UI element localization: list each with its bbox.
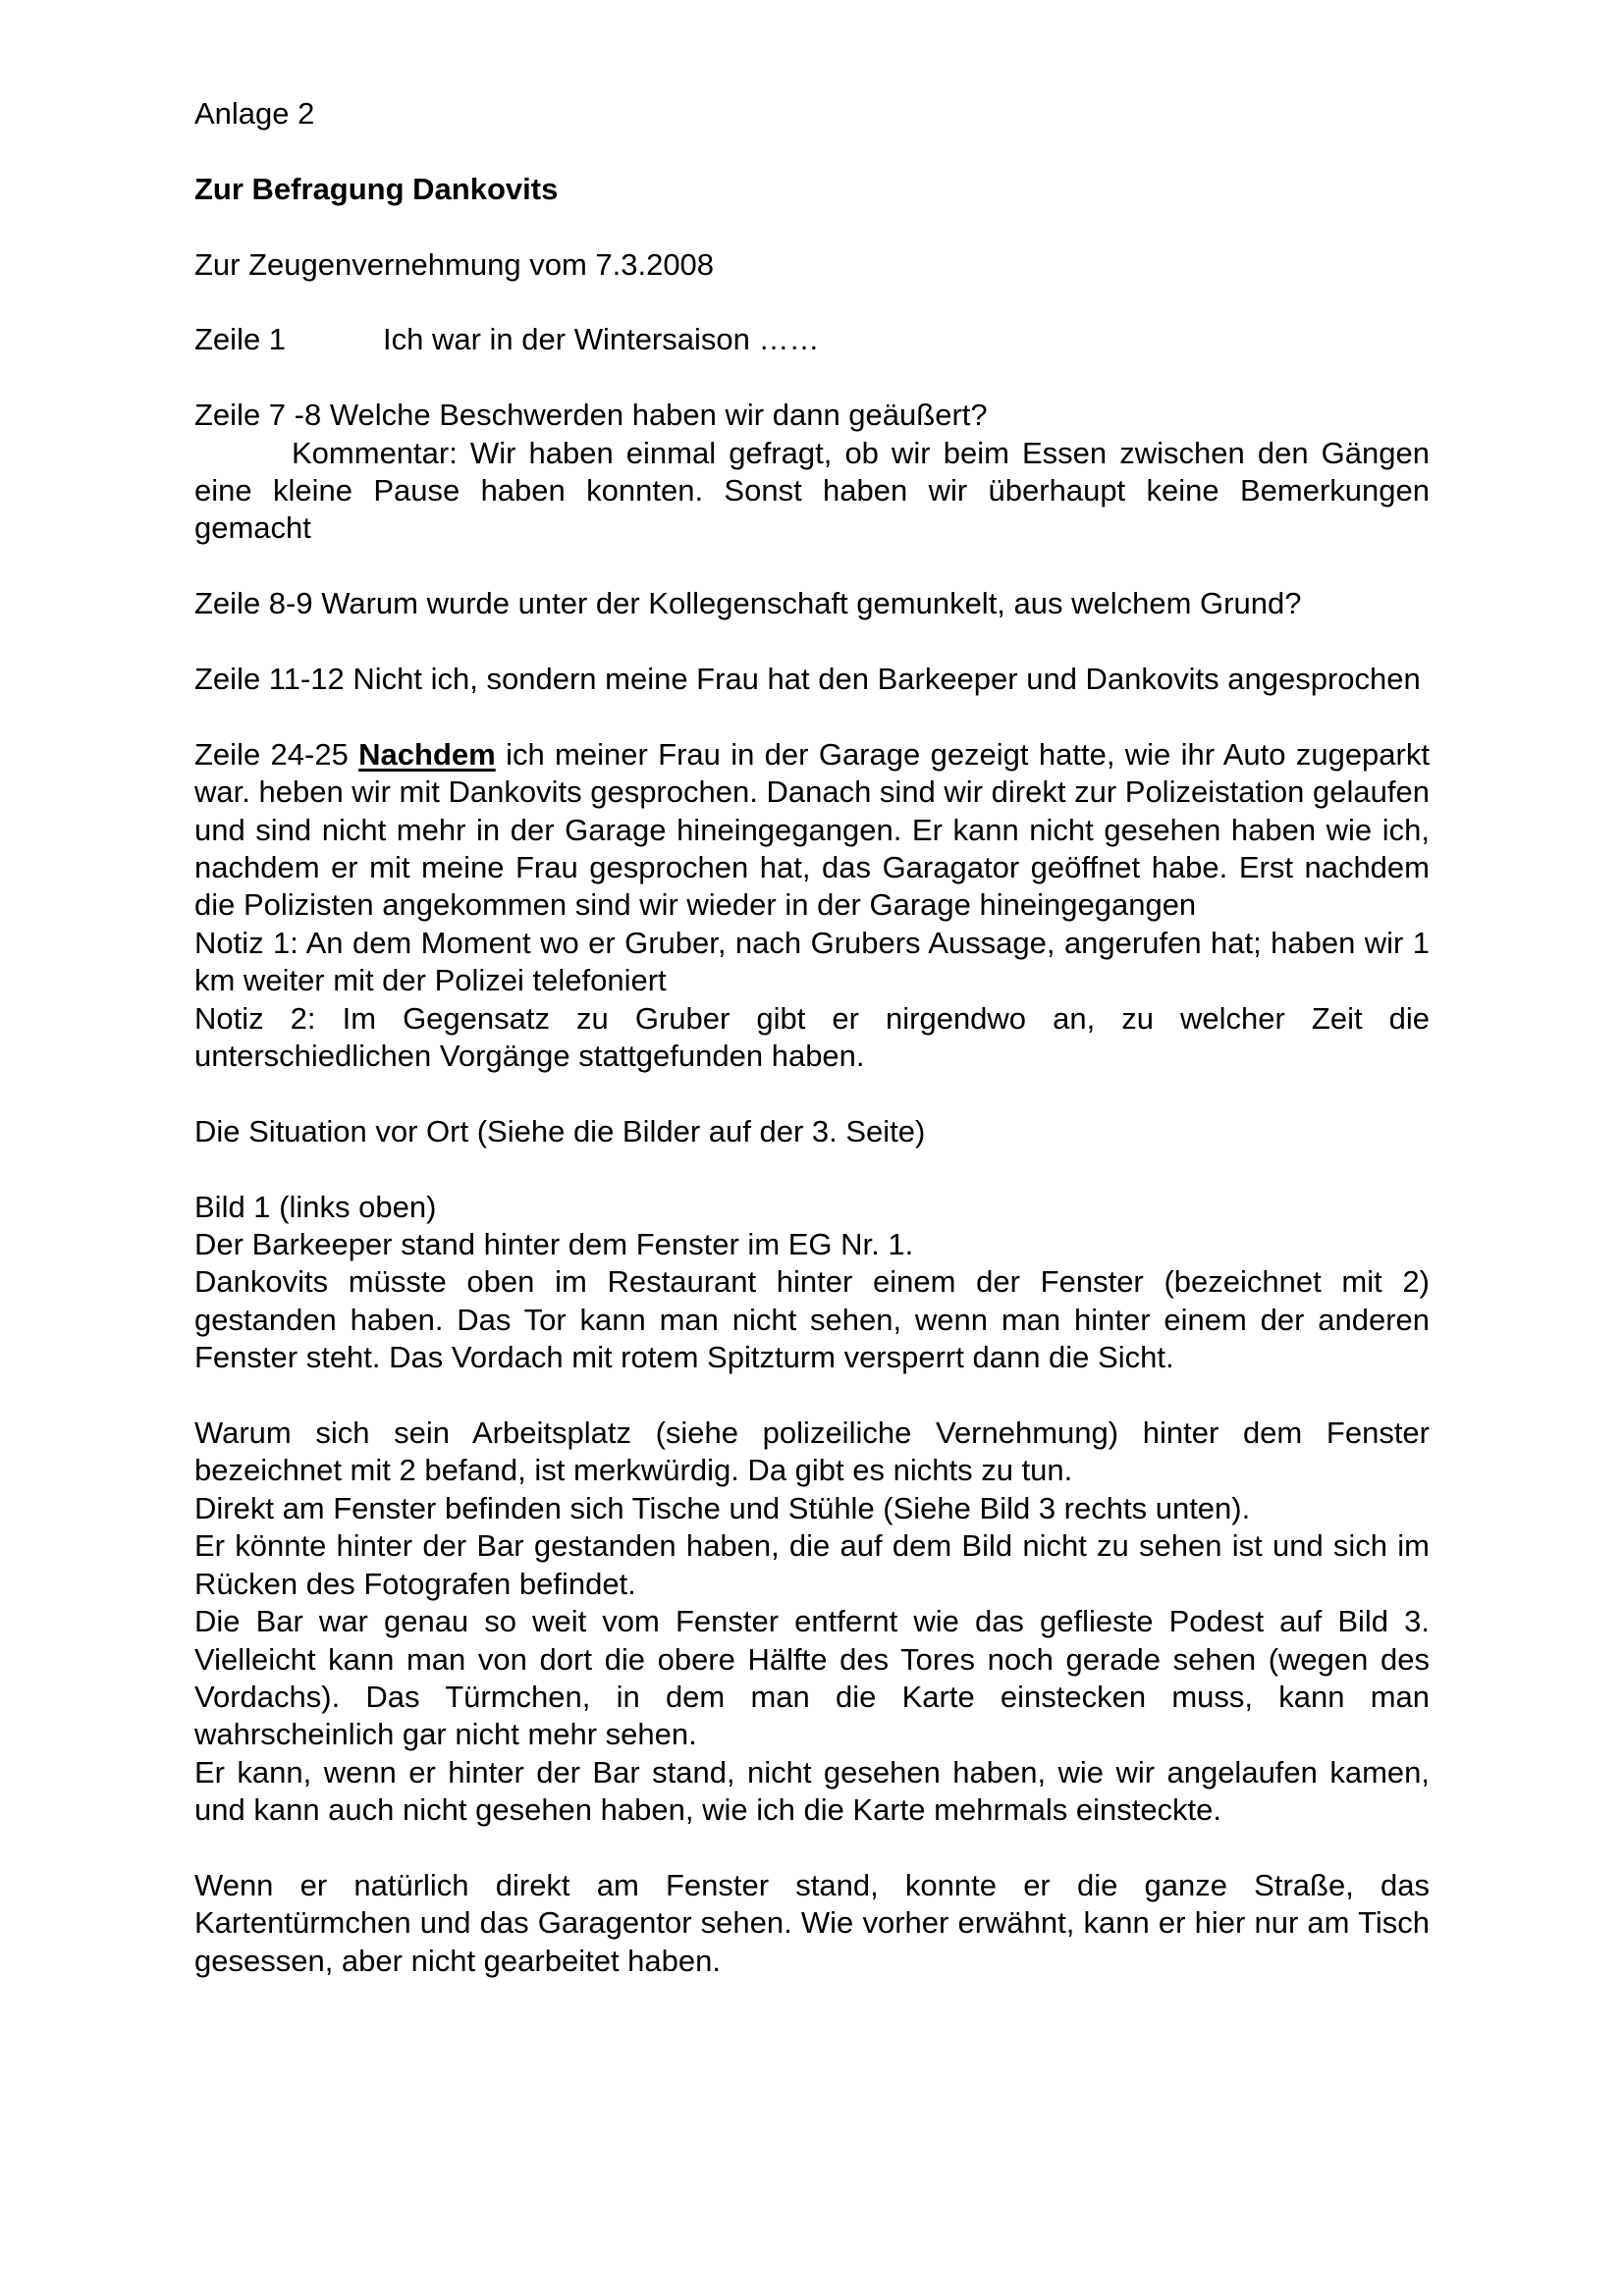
blank-line <box>194 284 1430 321</box>
analysis-paragraph-4: Die Bar war genau so weit vom Fenster entfernt wie das geflieste Podest auf Bild 3. Vielleicht kann man von dort die obere Hälfte des Tores noch gerade sehen (wegen des Vordachs). Das Türmchen, in dem man die Karte einstecken muss, kann man wahrscheinlich gar nicht mehr sehen. <box>194 1604 1430 1752</box>
zeile-7-8-question: Zeile 7 -8 Welche Beschwerden haben wir dann geäußert? <box>194 398 988 433</box>
zeile-24-25-label: Zeile 24-25 <box>194 736 349 772</box>
zeile-11-12-entry: Zeile 11-12 Nicht ich, sondern meine Frau hat den Barkeeper und Dankovits angesprochen <box>194 662 1421 696</box>
situation-heading: Die Situation vor Ort (Siehe die Bilder auf der 3. Seite) <box>194 1113 926 1148</box>
annex-label: Anlage 2 <box>194 96 315 131</box>
emphasized-word: Nachdem <box>358 736 496 772</box>
document-page <box>194 95 1430 1980</box>
blank-line <box>194 1377 1430 1415</box>
conclusion-paragraph: Wenn er natürlich direkt am Fenster stand, konnte er die ganze Straße, das Kartentürmchen und das Garagentor sehen. Wie vorher erwähnt, kann er hier nur am Tisch gesessen, aber nicht gearbeitet haben. <box>194 1867 1430 1978</box>
analysis-paragraph-3: Er könnte hinter der Bar gestanden haben, die auf dem Bild nicht zu sehen ist und sich im Rücken des Fotografen befindet. <box>194 1528 1430 1601</box>
note-2: Notiz 2: Im Gegensatz zu Gruber gibt er nirgendwo an, zu welcher Zeit die unterschiedlichen Vorgänge stattgefunden haben. <box>194 1000 1430 1074</box>
blank-line <box>194 133 1430 170</box>
blank-line <box>194 359 1430 397</box>
bild-1-line-2: Dankovits müsste oben im Restaurant hinter einem der Fenster (bezeichnet mit 2) gestanden haben. Das Tor kann man nicht sehen, wenn man hinter einem der anderen Fenster steht. Das Vordach mit rotem Spitzturm versperrt dann die Sicht. <box>194 1264 1430 1375</box>
zeile-1-entry <box>194 321 1430 358</box>
note-1: Notiz 1: An dem Moment wo er Gruber, nach Grubers Aussage, angerufen hat; haben wir 1 km weiter mit der Polizei telefoniert <box>194 925 1430 998</box>
blank-line <box>194 698 1430 735</box>
blank-line <box>194 1150 1430 1188</box>
blank-line <box>194 623 1430 661</box>
zeile-1-text: Ich war in der Wintersaison …… <box>383 322 820 357</box>
zeile-7-8-comment: Kommentar: Wir haben einmal gefragt, ob wir beim Essen zwischen den Gängen eine kleine Pause haben konnten. Sonst haben wir überhaupt keine Bemerkungen gemacht <box>194 435 1430 546</box>
zeile-24-25-text: ich meiner Frau in der Garage gezeigt hatte, wie ihr Auto zugeparkt war. heben wir mit Dankovits gesprochen. Danach sind wir direkt zur Polizeistation gelaufen und sind nicht mehr in der Garage hineingegangen. Er kann nicht gesehen haben wie ich, nachdem er mit meine Frau gesprochen hat, das Garagator geöffnet habe. Erst nachdem die Polizisten angekommen sind wir wieder in der Garage hineingegangen <box>194 736 1430 923</box>
blank-line <box>194 548 1430 585</box>
zeile-24-25-entry <box>194 736 1430 925</box>
blank-line <box>194 1830 1430 1867</box>
analysis-paragraph-1: Warum sich sein Arbeitsplatz (siehe polizeiliche Vernehmung) hinter dem Fenster bezeichnet mit 2 befand, ist merkwürdig. Da gibt es nichts zu tun. <box>194 1415 1430 1488</box>
blank-line <box>194 208 1430 245</box>
zeile-1-label: Zeile 1 <box>194 322 287 357</box>
blank-line <box>194 1075 1430 1112</box>
bild-1-heading: Bild 1 (links oben) <box>194 1189 437 1224</box>
bild-1-line-1: Der Barkeeper stand hinter dem Fenster im EG Nr. 1. <box>194 1227 914 1262</box>
document-subtitle: Zur Zeugenvernehmung vom 7.3.2008 <box>194 246 715 282</box>
analysis-paragraph-5: Er kann, wenn er hinter der Bar stand, nicht gesehen haben, wie wir angelaufen kamen, und kann auch nicht gesehen haben, wie ich die Karte mehrmals einsteckte. <box>194 1754 1430 1828</box>
analysis-paragraph-2: Direkt am Fenster befinden sich Tische und Stühle (Siehe Bild 3 rechts unten). <box>194 1490 1251 1525</box>
zeile-8-9-question: Zeile 8-9 Warum wurde unter der Kollegenschaft gemunkelt, aus welchem Grund? <box>194 586 1302 621</box>
document-title: Zur Befragung Dankovits <box>194 171 559 206</box>
